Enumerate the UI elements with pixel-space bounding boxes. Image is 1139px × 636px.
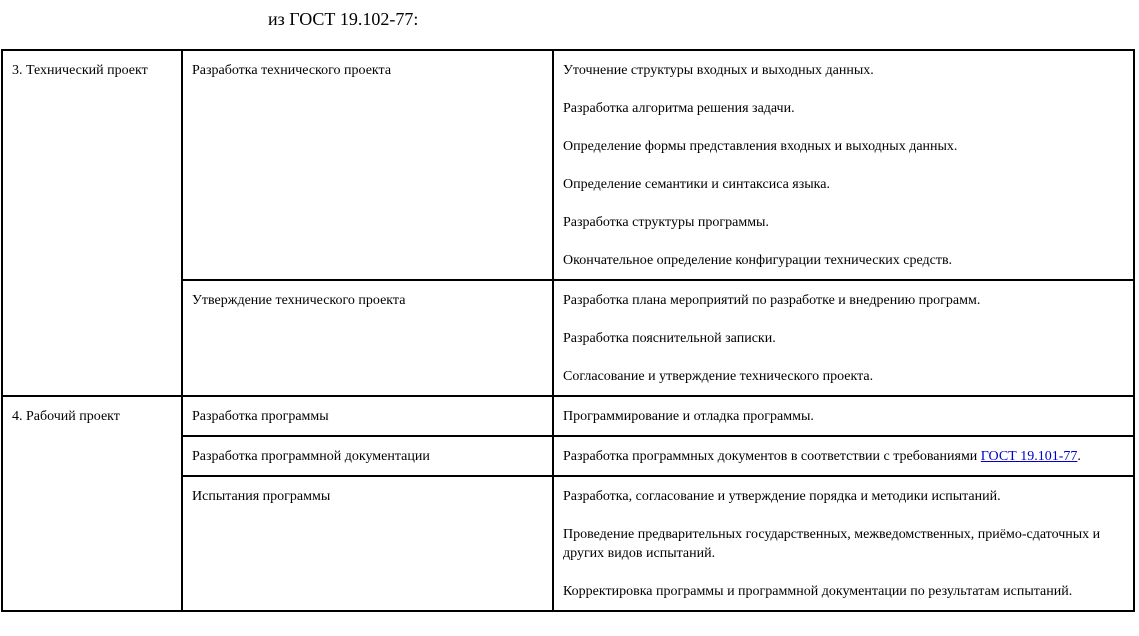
stage-cell: 4. Рабочий проект <box>2 396 182 611</box>
table-row <box>2 50 1134 280</box>
content-item: Окончательное определение конфигурации технических средств. <box>563 253 953 268</box>
content-item: Определение формы представления входных и выходных данных. <box>563 139 958 154</box>
work-cell: Разработка программы <box>182 396 553 436</box>
content-cell <box>553 396 1134 436</box>
content-item: Разработка плана мероприятий по разработке и внедрению программ. <box>563 293 981 308</box>
content-item: Разработка алгоритма решения задачи. <box>563 101 795 116</box>
content-item: Уточнение структуры входных и выходных данных. <box>563 63 874 78</box>
content-item: Разработка структуры программы. <box>563 215 769 230</box>
content-item: Разработка, согласование и утверждение порядка и методики испытаний. <box>563 489 1001 504</box>
content-cell <box>553 280 1134 396</box>
content-item: Разработка пояснительной записки. <box>563 331 776 346</box>
content-text: Разработка программных документов в соответствии с требованиями <box>563 449 981 464</box>
work-cell: Утверждение технического проекта <box>182 280 553 396</box>
table-row <box>2 396 1134 436</box>
content-cell <box>553 476 1134 611</box>
work-cell: Испытания программы <box>182 476 553 611</box>
content-item: Корректировка программы и программной документации по результатам испытаний. <box>563 584 1073 599</box>
content-item: Проведение предварительных государственных, межведомственных, приёмо-сдаточных и других видов испытаний. <box>563 527 1101 561</box>
content-item: Программирование и отладка программы. <box>563 409 814 424</box>
work-cell: Разработка технического проекта <box>182 50 553 280</box>
work-cell: Разработка программной документации <box>182 436 553 476</box>
content-item: Определение семантики и синтаксиса языка. <box>563 177 830 192</box>
stage-cell: 3. Технический проект <box>2 50 182 396</box>
content-item <box>563 447 1125 466</box>
stages-table <box>1 49 1135 612</box>
content-item: Согласование и утверждение технического проекта. <box>563 369 874 384</box>
page-heading: из ГОСТ 19.102-77: <box>268 9 419 29</box>
content-cell <box>553 50 1134 280</box>
content-text: . <box>1077 449 1081 464</box>
gost-19-101-link[interactable]: ГОСТ 19.101-77 <box>980 449 1078 464</box>
content-cell <box>553 436 1134 476</box>
